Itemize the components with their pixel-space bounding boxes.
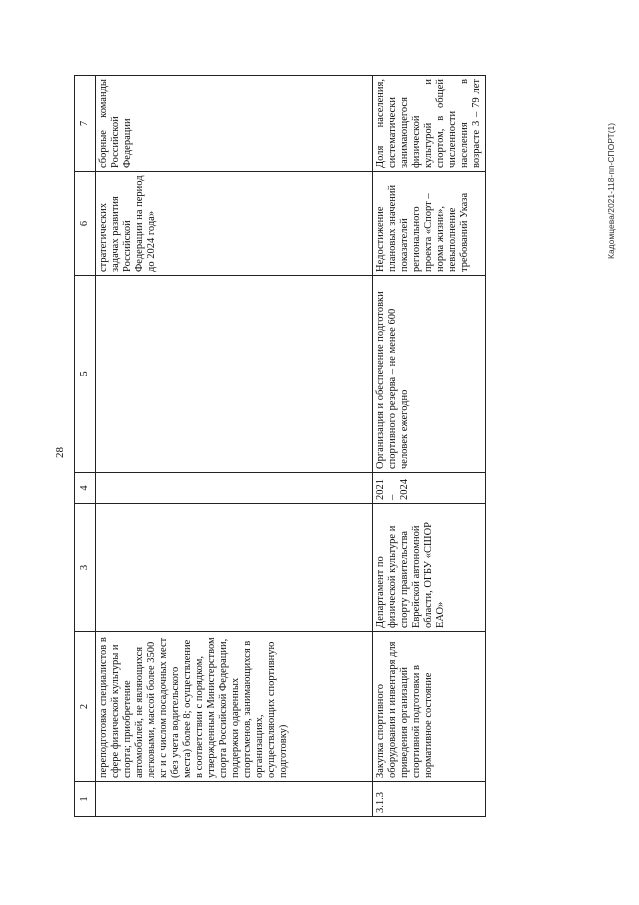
cell-period	[96, 473, 373, 504]
cell-executor: Департамент по физической культуре и спорту правительства Еврейской автономной области, ОГБУ «СШОР ЕАО»	[373, 504, 486, 632]
col-header-6: 6	[75, 172, 96, 276]
cell-result	[96, 276, 373, 473]
col-header-5: 5	[75, 276, 96, 473]
cell-number: 3.1.3	[373, 782, 486, 817]
cell-measure: переподготовка специалистов в сфере физической культуры и спорта; приобретение автомобилей, не являющихся легковыми, массой более 3500 кг и с числом посадочных мест (без учета водительского места) более 8; осуществление в соответствии с порядком, утвержденным Министерством спорта Российской Федерации, поддержки одаренных спортсменов, занимающихся в организациях, осуществляющих спортивную подготовку)	[96, 632, 373, 782]
col-header-2: 2	[75, 632, 96, 782]
col-header-7: 7	[75, 76, 96, 172]
table-row	[96, 76, 373, 817]
cell-indicator: Доля населения, систематически занимающегося физической культурой и спортом, в общей численности населения в возрасте 3 – 79 лет	[373, 76, 486, 172]
cell-result: Организация и обеспечение подготовки спортивного резерва – не менее 600 человек ежегодно	[373, 276, 486, 473]
cell-executor	[96, 504, 373, 632]
col-header-3: 3	[75, 504, 96, 632]
document-code: Кадомцева/2021-118-пп-СПОРТ(1)	[606, 122, 616, 259]
page-number: 28	[54, 447, 66, 458]
cell-number	[96, 782, 373, 817]
cell-measure: Закупка спортивного оборудования и инвентаря для приведения организаций спортивной подготовки в нормативное состояние	[373, 632, 486, 782]
cell-consequences: стратегических задачах развития Российской Федерации на период до 2024 года»	[96, 172, 373, 276]
cell-consequences: Недостижение плановых значений показателей регионального проекта «Спорт – норма жизни», невыполнение требований Указа	[373, 172, 486, 276]
col-header-4: 4	[75, 473, 96, 504]
cell-period: 2021 – 2024	[373, 473, 486, 504]
header-row	[75, 76, 96, 817]
table-row	[373, 76, 486, 817]
measures-table	[74, 75, 486, 817]
cell-indicator: сборные команды Российской Федерации	[96, 76, 373, 172]
col-header-1: 1	[75, 782, 96, 817]
